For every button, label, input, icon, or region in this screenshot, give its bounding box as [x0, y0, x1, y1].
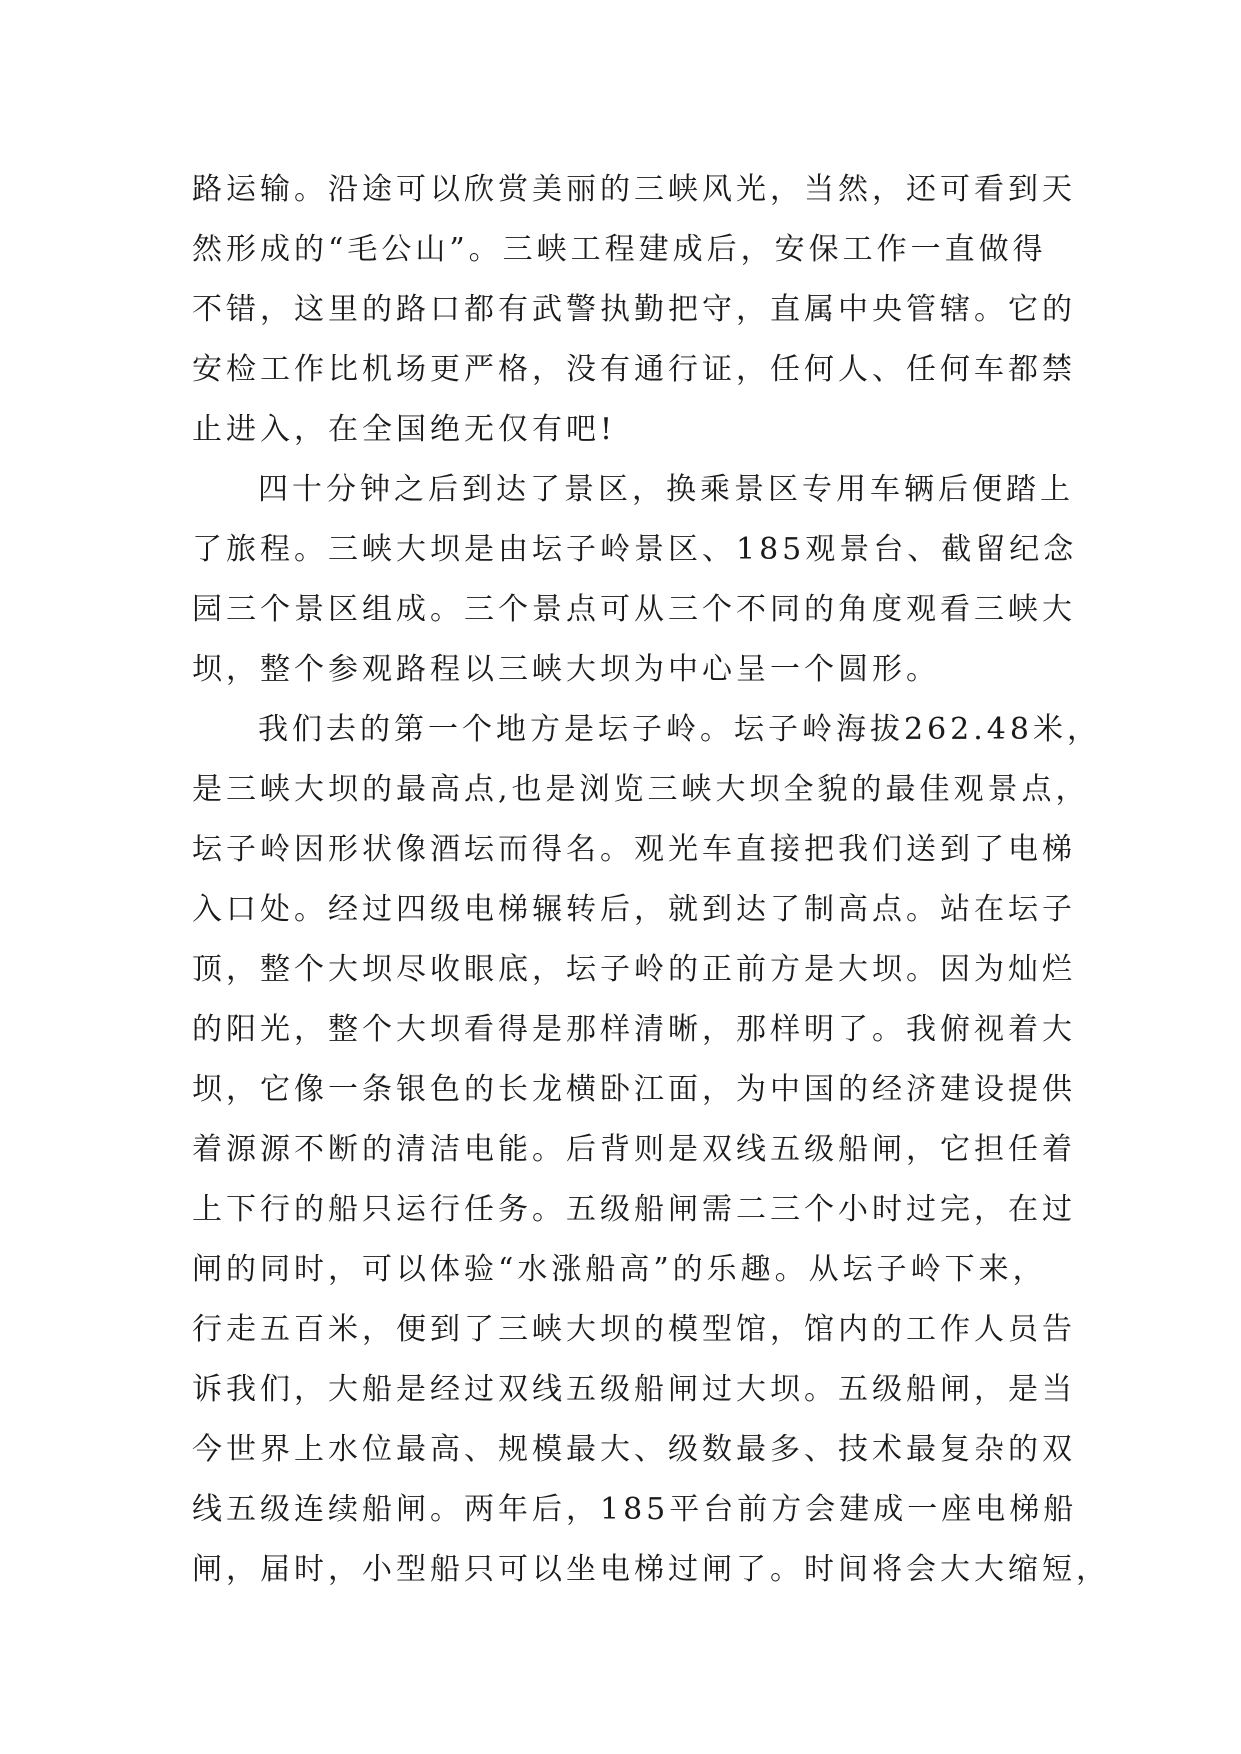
text-line: 闸，届时，小型船只可以坐电梯过闸了。时间将会大大缩短， — [192, 1552, 1110, 1587]
paragraph-start-line: 四十分钟之后到达了景区，换乘景区专用车辆后便踏上 — [258, 472, 1074, 507]
text-line: 了旅程。三峡大坝是由坛子岭景区、185观景台、截留纪念 — [192, 532, 1078, 567]
text-line: 诉我们，大船是经过双线五级船闸过大坝。五级船闸，是当 — [192, 1372, 1076, 1407]
text-line: 上下行的船只运行任务。五级船闸需二三个小时过完，在过 — [192, 1192, 1076, 1227]
text-line: 是三峡大坝的最高点,也是浏览三峡大坝全貌的最佳观景点， — [192, 772, 1090, 807]
text-line: 坝，它像一条银色的长龙横卧江面，为中国的经济建设提供 — [192, 1072, 1076, 1107]
text-line: 不错，这里的路口都有武警执勤把守，直属中央管辖。它的 — [192, 292, 1076, 327]
text-line: 安检工作比机场更严格，没有通行证，任何人、任何车都禁 — [192, 352, 1076, 387]
text-line: 然形成的“毛公山”。三峡工程建成后，安保工作一直做得 — [192, 232, 1047, 267]
text-line: 着源源不断的清洁电能。后背则是双线五级船闸，它担任着 — [192, 1132, 1076, 1167]
text-line: 线五级连续船闸。两年后，185平台前方会建成一座电梯船 — [192, 1492, 1078, 1527]
text-line: 行走五百米，便到了三峡大坝的模型馆，馆内的工作人员告 — [192, 1312, 1076, 1347]
body-text — [192, 160, 1110, 1600]
text-line: 坝，整个参观路程以三峡大坝为中心呈一个圆形。 — [192, 652, 940, 687]
text-line: 路运输。沿途可以欣赏美丽的三峡风光，当然，还可看到天 — [192, 172, 1076, 207]
text-line: 坛子岭因形状像酒坛而得名。观光车直接把我们送到了电梯 — [192, 832, 1076, 867]
text-line: 闸的同时，可以体验“水涨船高”的乐趣。从坛子岭下来， — [192, 1252, 1047, 1287]
text-line: 顶，整个大坝尽收眼底，坛子岭的正前方是大坝。因为灿烂 — [192, 952, 1076, 987]
paragraph-start-line: 我们去的第一个地方是坛子岭。坛子岭海拔262.48米， — [258, 712, 1101, 747]
text-line: 入口处。经过四级电梯辗转后，就到达了制高点。站在坛子 — [192, 892, 1076, 927]
text-line: 园三个景区组成。三个景点可从三个不同的角度观看三峡大 — [192, 592, 1076, 627]
text-line: 的阳光，整个大坝看得是那样清晰，那样明了。我俯视着大 — [192, 1012, 1076, 1047]
text-line: 止进入，在全国绝无仅有吧! — [192, 412, 617, 447]
text-line: 今世界上水位最高、规模最大、级数最多、技术最复杂的双 — [192, 1432, 1076, 1467]
